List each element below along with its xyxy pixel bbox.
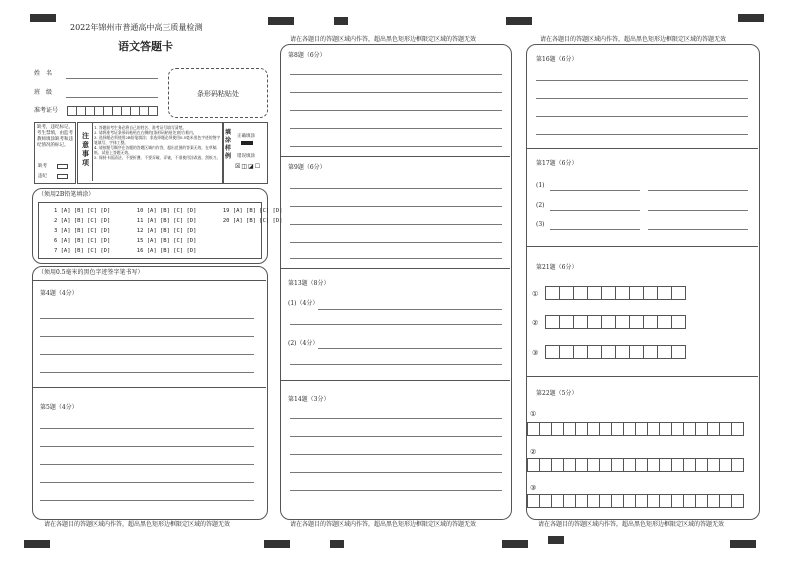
absent-bubble[interactable]: [57, 164, 68, 169]
answer-line[interactable]: [40, 464, 254, 465]
q17-heading: 第17题（6分）: [536, 160, 578, 167]
answer-line[interactable]: [536, 134, 748, 135]
answer-line[interactable]: [536, 98, 748, 99]
answer-line[interactable]: [290, 74, 502, 75]
q13-part1-label: (1)（4分）: [288, 300, 319, 307]
mc-row[interactable]: 2 [A] [B] [C] [D] 11 [A] [B] [C] [D] 20 [A] [B] [C] [D]: [54, 218, 283, 224]
barcode-label: 条形码粘贴处: [197, 90, 239, 98]
mc-instruction: （须用2B铅笔填涂）: [38, 191, 95, 198]
timing-mark: [264, 540, 290, 548]
absent-note: 缺考，违纪标记，考生禁填，由监考教师填涂缺考和违纪情况的标记。: [37, 125, 73, 148]
answer-line[interactable]: [290, 224, 502, 225]
card-title: 语文答题卡: [118, 40, 173, 53]
notice-heading: 注意事项: [82, 131, 89, 167]
wrong-fill-sample: ☒◫◪☐: [235, 163, 262, 170]
mc-row[interactable]: 7 [A] [B] [C] [D] 16 [A] [B] [C] [D]: [54, 248, 197, 254]
q21-part-label: ①: [532, 290, 539, 298]
answer-line[interactable]: [40, 318, 254, 319]
answer-line[interactable]: [290, 188, 502, 189]
correct-fill-label: 正确填涂: [237, 134, 255, 139]
timing-mark: [330, 540, 344, 548]
area-notice: 请在各题目的答题区域内作答，超出黑色矩形边框限定区域的答题无效: [538, 521, 725, 528]
id-label: 准考证号: [34, 107, 59, 114]
name-line[interactable]: [66, 78, 158, 79]
correct-fill-sample: [241, 141, 253, 145]
answer-line[interactable]: [290, 454, 502, 455]
answer-line[interactable]: [536, 80, 748, 81]
q17-part-label: (2): [536, 202, 545, 209]
area-notice: 请在各题目的答题区域内作答，超出黑色矩形边框限定区域的答题无效: [290, 36, 477, 43]
answer-line[interactable]: [40, 482, 254, 483]
barcode-area: [168, 68, 268, 118]
answer-line[interactable]: [40, 336, 254, 337]
q21-part-label: ②: [532, 319, 539, 327]
answer-line[interactable]: [290, 258, 502, 259]
name-label: 姓 名: [34, 70, 53, 77]
q22-part-label: ①: [530, 410, 537, 418]
violation-bubble[interactable]: [57, 174, 68, 179]
area-notice: 请在各题目的答题区域内作答，超出黑色矩形边框限定区域的答题无效: [290, 521, 477, 528]
char-grid[interactable]: [546, 315, 686, 329]
wrong-fill-label: 错误填涂: [237, 154, 255, 159]
char-grid[interactable]: [528, 458, 744, 472]
notice-item: 4. 请按题号顺序在各题的答题区域内作答，超出范围的答案无效，在草稿纸、试卷上答题无效。: [94, 145, 217, 155]
answer-line[interactable]: [290, 110, 502, 111]
timing-mark: [30, 14, 56, 22]
answer-line[interactable]: [290, 206, 502, 207]
q16-heading: 第16题（6分）: [536, 56, 578, 63]
answer-line[interactable]: [648, 210, 748, 211]
answer-line[interactable]: [648, 229, 748, 230]
timing-mark: [268, 17, 294, 25]
answer-line[interactable]: [40, 500, 254, 501]
answer-line[interactable]: [550, 229, 640, 230]
class-line[interactable]: [66, 97, 158, 98]
fill-sample-box: [222, 122, 268, 184]
q22-heading: 第22题（5分）: [536, 390, 578, 397]
answer-line[interactable]: [550, 210, 640, 211]
mc-row[interactable]: 6 [A] [B] [C] [D] 15 [A] [B] [C] [D]: [54, 238, 197, 244]
absent-box: [34, 122, 76, 184]
answer-line[interactable]: [318, 348, 502, 349]
pen-instruction: （须用0.5毫米的黑色字迹签字笔书写）: [38, 269, 144, 276]
timing-mark: [502, 540, 528, 548]
notice-item: 5. 保持卡面清洁，不要折叠、不要弄破、弄皱，不准使用涂改液、刮纸刀。: [94, 155, 221, 160]
answer-line[interactable]: [290, 128, 502, 129]
answer-line[interactable]: [290, 490, 502, 491]
q8-heading: 第8题（6分）: [288, 52, 326, 59]
q5-heading: 第5题（4分）: [40, 404, 78, 411]
answer-line[interactable]: [290, 436, 502, 437]
answer-line[interactable]: [40, 446, 254, 447]
char-grid[interactable]: [528, 422, 744, 436]
q21-part-label: ③: [532, 349, 539, 357]
notice-item: 3. 选择题必须使用2B铅笔填涂；非选择题必须使用0.5毫米黑色字迹的签字笔填写，字体工整。: [94, 135, 221, 145]
notice-list: [94, 125, 222, 160]
q9-heading: 第9题（6分）: [288, 164, 326, 171]
area-notice: 请在各题目的答题区域内作答，超出黑色矩形边框限定区域的答题无效: [44, 521, 231, 528]
q21-heading: 第21题（6分）: [536, 264, 578, 271]
answer-line[interactable]: [290, 472, 502, 473]
answer-line[interactable]: [290, 364, 502, 365]
fill-sample-heading: 填涂样例: [225, 129, 232, 160]
exam-title: 2022年锦州市普通高中高三质量检测: [70, 23, 203, 32]
timing-mark: [334, 17, 348, 25]
q13-heading: 第13题（8分）: [288, 280, 330, 287]
id-boxes[interactable]: [68, 106, 158, 116]
answer-line[interactable]: [40, 354, 254, 355]
answer-line[interactable]: [318, 309, 502, 310]
answer-line[interactable]: [290, 324, 502, 325]
notice-item: 1. 答题前考生务必将自己的姓名、准考证号填写清楚。: [94, 125, 187, 130]
mc-row[interactable]: 1 [A] [B] [C] [D] 10 [A] [B] [C] [D] 19 [A] [B] [C] [D]: [54, 208, 283, 214]
notice-item: 2. 请将准考证条形码粘贴在右侧的[条形码粘贴处]的方框内。: [94, 130, 197, 135]
q22-part-label: ②: [530, 448, 537, 456]
timing-mark: [738, 14, 764, 22]
answer-line[interactable]: [290, 418, 502, 419]
answer-line[interactable]: [290, 92, 502, 93]
class-label: 班 级: [34, 89, 53, 96]
answer-line[interactable]: [290, 146, 502, 147]
q22-part-label: ③: [530, 484, 537, 492]
area-notice: 请在各题目的答题区域内作答，超出黑色矩形边框限定区域的答题无效: [540, 36, 727, 43]
q14-heading: 第14题（3分）: [288, 396, 330, 403]
q13-part2-label: (2)（4分）: [288, 340, 319, 347]
absent-label: 缺考: [38, 164, 47, 169]
timing-mark: [730, 540, 756, 548]
answer-line[interactable]: [550, 190, 640, 191]
answer-line[interactable]: [536, 116, 748, 117]
timing-mark: [506, 17, 532, 25]
q17-part-label: (1): [536, 182, 545, 189]
notice-box: [77, 122, 224, 184]
answer-line[interactable]: [648, 190, 748, 191]
answer-line[interactable]: [40, 372, 254, 373]
q4-heading: 第4题（4分）: [40, 290, 78, 297]
timing-mark: [548, 536, 564, 544]
violation-label: 违纪: [38, 174, 47, 179]
q17-part-label: (3): [536, 221, 545, 228]
answer-line[interactable]: [290, 242, 502, 243]
timing-mark: [24, 540, 50, 548]
char-grid[interactable]: [546, 286, 686, 300]
char-grid[interactable]: [528, 494, 744, 508]
answer-line[interactable]: [40, 428, 254, 429]
mc-row[interactable]: 3 [A] [B] [C] [D] 12 [A] [B] [C] [D]: [54, 228, 197, 234]
char-grid[interactable]: [546, 345, 686, 359]
